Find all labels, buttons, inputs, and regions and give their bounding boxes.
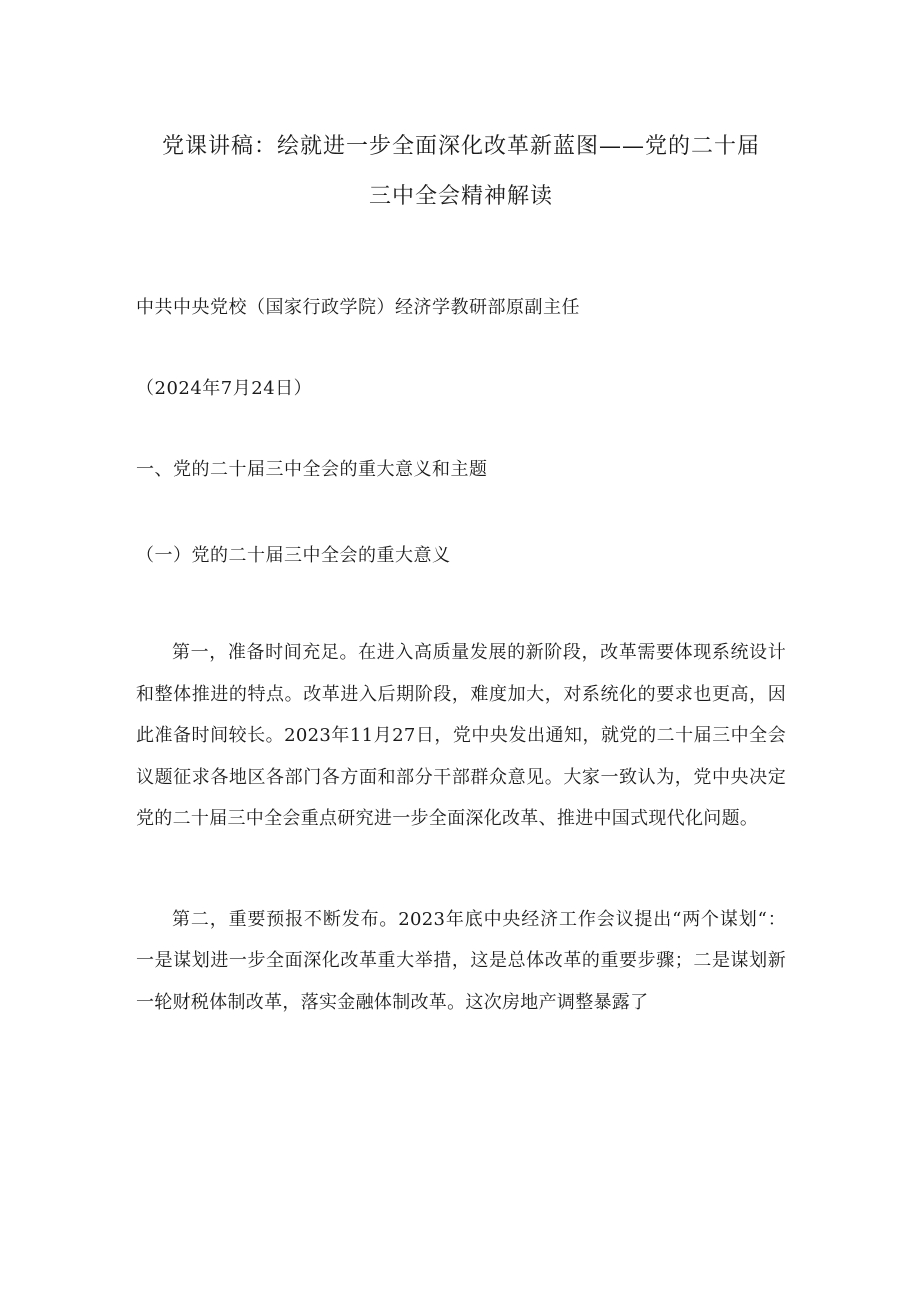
- title-line-1: 党课讲稿：绘就进一步全面深化改革新蓝图——党的二十届: [161, 134, 760, 159]
- body-paragraph-2: 第二，重要预报不断发布。2023年底中央经济工作会议提出“两个谋划“：一是谋划进一步全面深化改革重大举措，这是总体改革的重要步骤；二是谋划新一轮财税体制改革，落实金融体制改革。这次房地产调整暴露了: [136, 908, 786, 1013]
- document-title: [136, 0, 786, 222]
- subsection-heading: （一）党的二十届三中全会的重大意义: [136, 545, 451, 566]
- body-paragraph-1: 第一，准备时间充足。在进入高质量发展的新阶段，改革需要体现系统设计和整体推进的特点。改革进入后期阶段，难度加大，对系统化的要求也更高，因此准备时间较长。2023年11月27日，党中央发出通知，就党的二十届三中全会议题征求各地区各部门各方面和部分干部群众意见。大家一致认为，党中央决定党的二十届三中全会重点研究进一步全面深化改革、推进中国式现代化问题。: [136, 642, 786, 829]
- date-line: （2024年7月24日）: [136, 378, 313, 399]
- title-line-2: 三中全会精神解读: [368, 184, 553, 209]
- author-line: 中共中央党校（国家行政学院）经济学教研部原副主任: [136, 297, 580, 318]
- section-heading: 一、党的二十届三中全会的重大意义和主题: [136, 459, 488, 480]
